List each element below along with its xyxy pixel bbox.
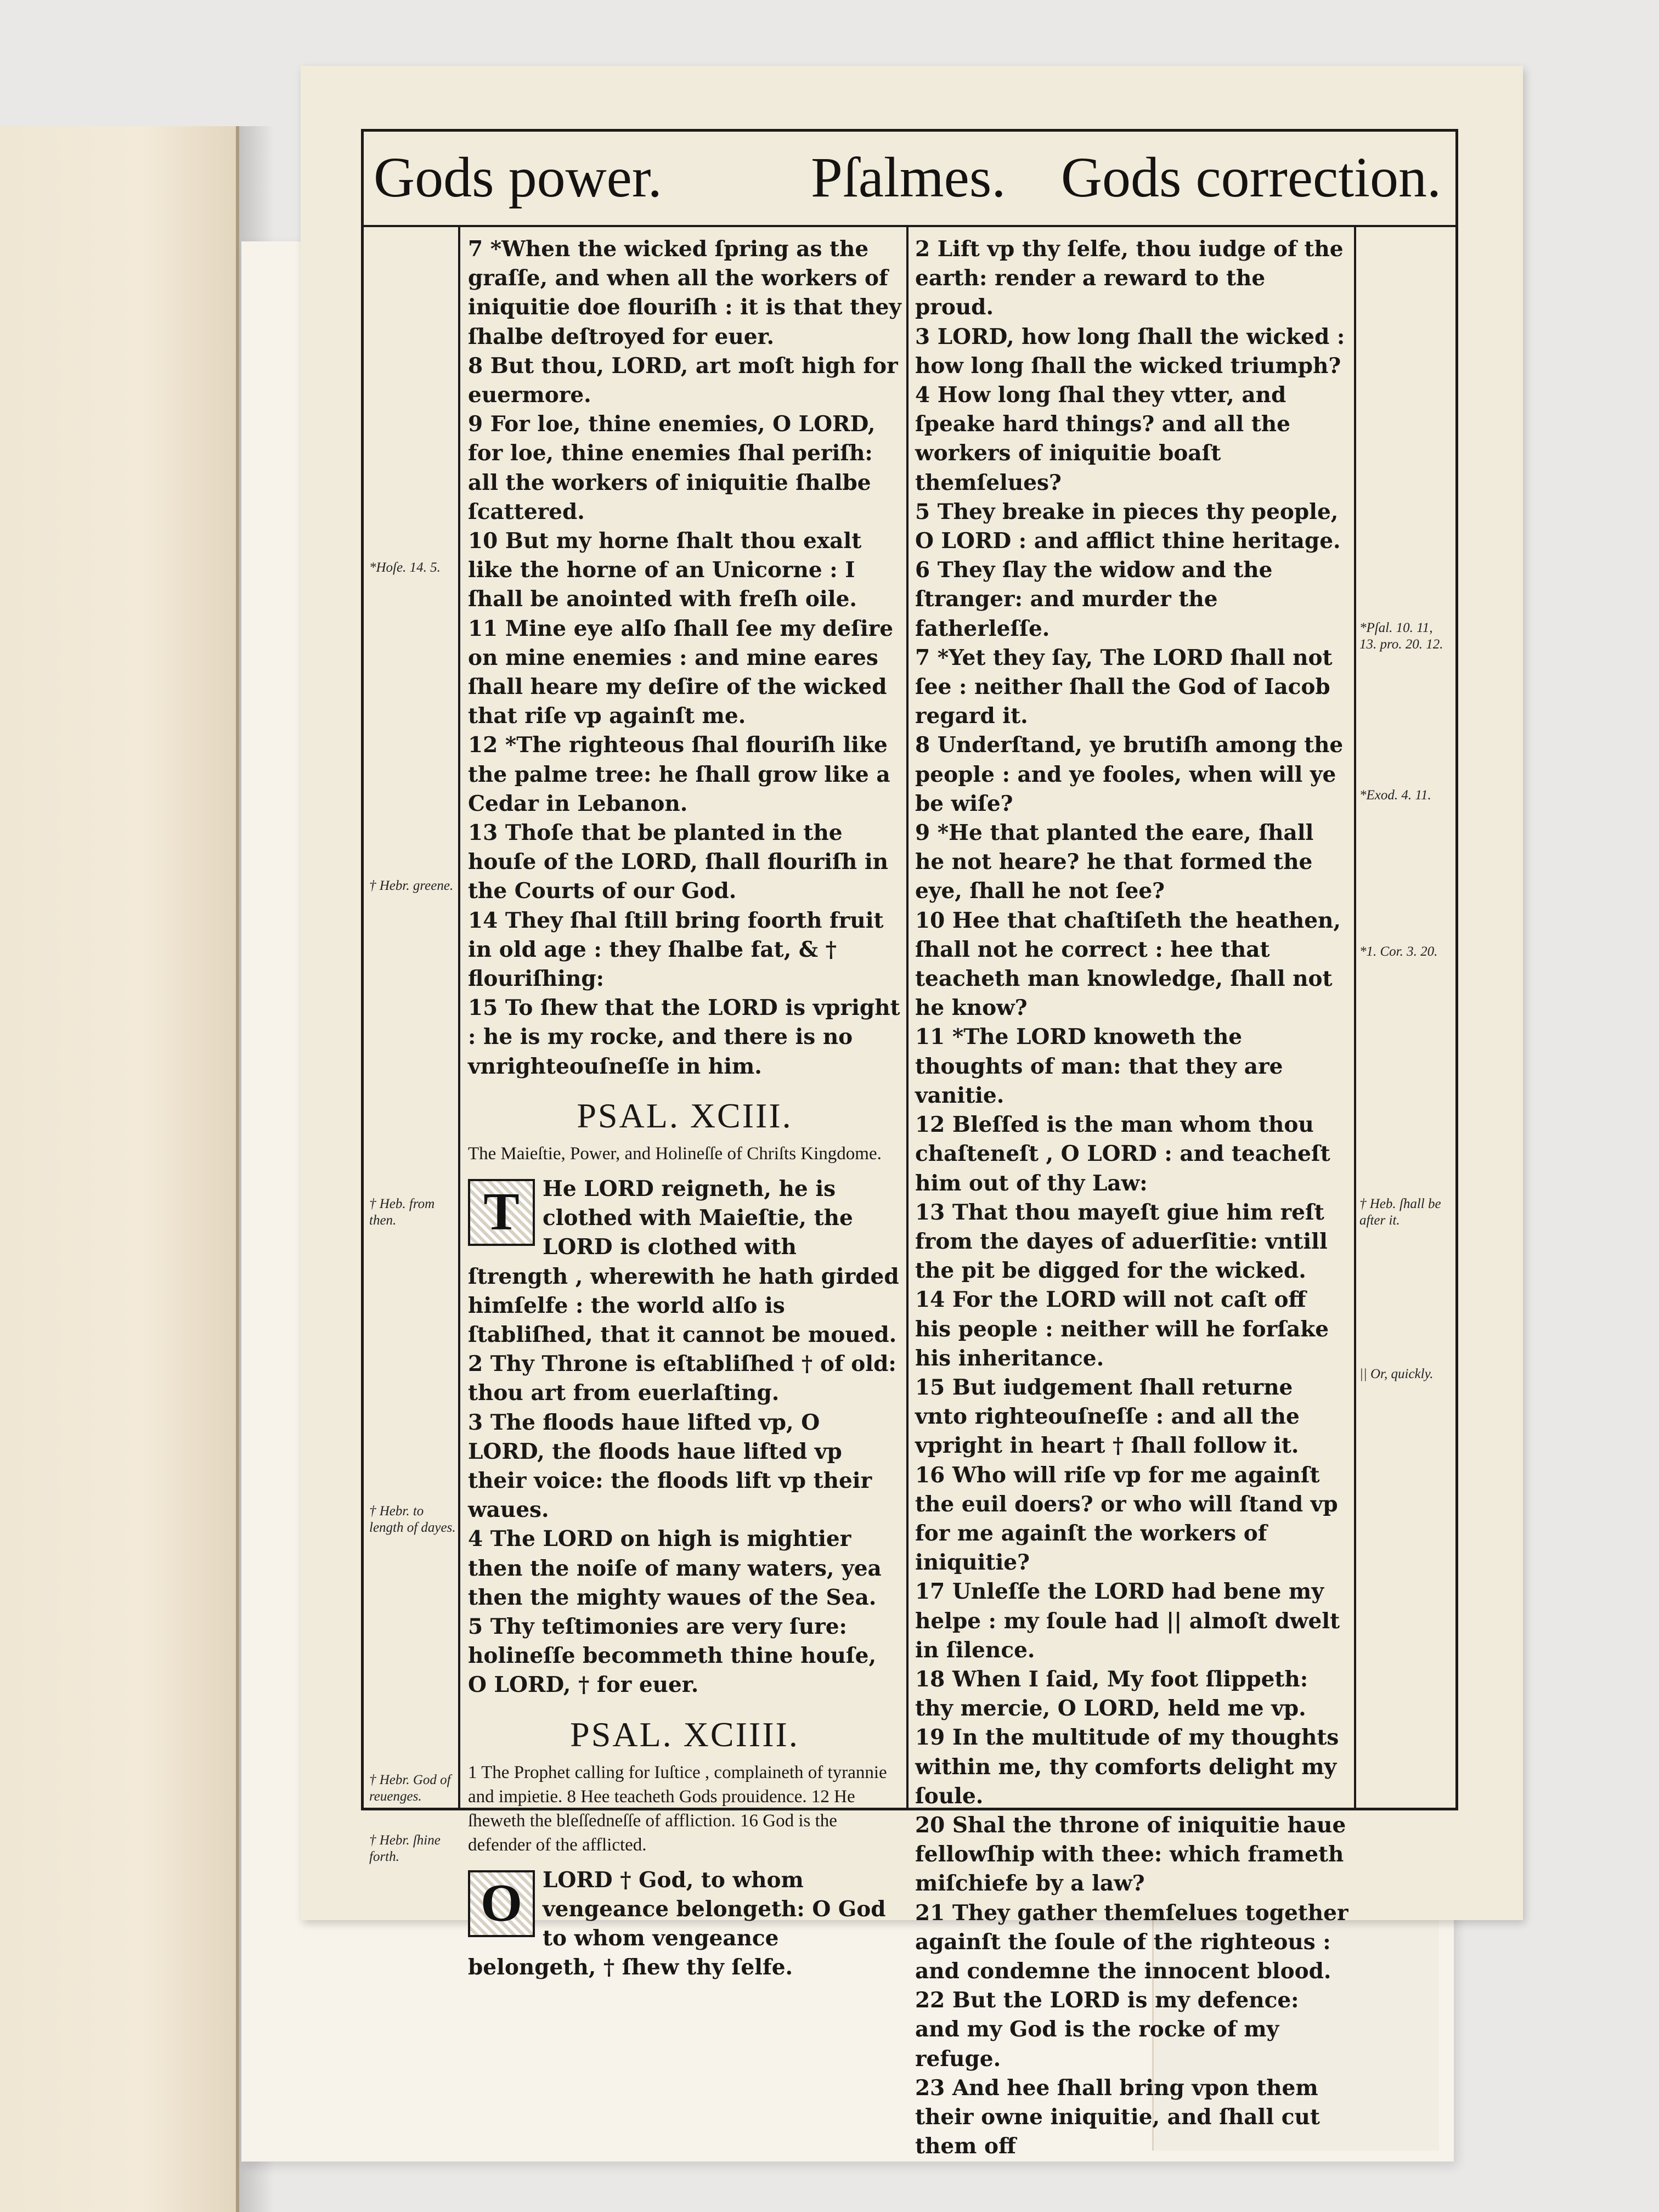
- margin-note: † Heb. from then.: [369, 1197, 435, 1228]
- verse: 5 They breake in pieces thy people, O LORD : and afflict thine heritage.: [915, 499, 1341, 554]
- verse: 22 But the LORD is my defence: and my God is the rocke of my refuge.: [915, 1988, 1299, 2072]
- verse: 19 In the multitude of my thoughts within me, thy comforts delight my ſoule.: [915, 1725, 1339, 1809]
- psalm-opening: [468, 1866, 901, 1983]
- ornamental-initial: O: [468, 1870, 535, 1937]
- bible-leaf: [301, 66, 1523, 2159]
- margin-note: † Hebr. ſhine forth.: [369, 1833, 441, 1864]
- verse: 18 When I ſaid, My foot ſlippeth: thy mercie, O LORD, held me vp.: [915, 1666, 1308, 1722]
- psalm-argument: 1 The Prophet calling for Iuſtice , complaineth of tyrannie and impietie. 8 Hee teacheth Gods prouidence. 12 He ſheweth the bleſſedneſſe of affliction. 16 God is the defender of the afflicted.: [468, 1762, 887, 1855]
- verse: 3 LORD, how long ſhall the wicked : how long ſhall the wicked triumph?: [915, 324, 1345, 379]
- verse: 2 Lift vp thy ſelfe, thou iudge of the earth: render a reward to the proud.: [915, 236, 1344, 320]
- verse: 12 *The righteous ſhal flouriſh like the palme tree: he ſhall grow like a Cedar in Lebanon.: [468, 732, 890, 816]
- opening-text: LORD † God, to whom vengeance belongeth: O God to whom vengeance belongeth, † ſhew thy ſelfe.: [468, 1867, 886, 1980]
- psalm-opening: [468, 1175, 901, 1350]
- printed-frame: [361, 129, 1458, 2159]
- running-header: [364, 132, 1455, 227]
- verse: 8 Underſtand, ye brutiſh among the people : and ye fooles, when will ye be wiſe?: [915, 732, 1344, 816]
- verse: 9 *He that planted the eare, ſhall he not heare? he that formed the eye, ſhall he not ſee?: [915, 820, 1314, 904]
- text-column-right: [915, 235, 1348, 2161]
- text-column-left: [468, 235, 901, 1982]
- verse: 14 For the LORD will not caſt off his people : neither will he forſake his inheritance.: [915, 1287, 1329, 1371]
- verse: 6 They ſlay the widow and the ſtranger: and murder the fatherleſſe.: [915, 557, 1273, 641]
- verse: 17 Unleſſe the LORD had bene my helpe : my ſoule had || almoſt dwelt in ſilence.: [915, 1579, 1340, 1663]
- header-left: Gods power.: [374, 146, 662, 209]
- margin-rule-right: [1354, 225, 1356, 1808]
- margin-note: † Hebr. God of reuenges.: [369, 1773, 451, 1804]
- verse: 11 *The LORD knoweth the thoughts of man: that they are vanitie.: [915, 1024, 1283, 1108]
- margin-note: *Exod. 4. 11.: [1359, 788, 1431, 803]
- verse: 14 They ſhal ſtill bring foorth fruit in old age : they ſhalbe fat, & † flouriſhing:: [468, 907, 884, 992]
- psalm-heading: PSAL. XCIII.: [577, 1096, 793, 1135]
- verse: 15 But iudgement ſhall returne vnto righteouſneſſe : and all the vpright in heart † ſhall follow it.: [915, 1374, 1300, 1459]
- margin-note: *Hoſe. 14. 5.: [369, 560, 441, 575]
- verse: 13 That thou mayeſt giue him reſt from the dayes of aduerſitie: vntill the pit be digged for the wicked.: [915, 1199, 1328, 1284]
- verse: 10 But my horne ſhalt thou exalt like the horne of an Unicorne : I ſhall be anointed with freſh oile.: [468, 528, 862, 612]
- opening-text: He LORD reigneth, he is clothed with Maieſtie, the LORD is clothed with ſtrength , wherewith he hath girded himſelfe : the world alſo is ſtabliſhed, that it cannot be moued.: [468, 1176, 899, 1347]
- margin-note: || Or, quickly.: [1359, 1367, 1434, 1381]
- verse: 10 Hee that chaſtiſeth the heathen, ſhall not he correct : hee that teacheth man knowledge, ſhall not he know?: [915, 907, 1341, 1021]
- header-right: Gods correction.: [1060, 146, 1441, 209]
- margin-rule-left: [458, 225, 460, 1808]
- verse: 23 And hee ſhall bring vpon them their owne iniquitie, and ſhall cut them off: [915, 2075, 1320, 2159]
- verse: 4 How long ſhal they vtter, and ſpeake hard things? and all the workers of iniquitie boaſt themſelues?: [915, 382, 1290, 495]
- verse: 7 *Yet they ſay, The LORD ſhall not ſee : neither ſhall the God of Iacob regard it.: [915, 645, 1333, 729]
- verse: 9 For loe, thine enemies, O LORD, for loe, thine enemies ſhal periſh: all the workers of iniquitie ſhalbe ſcattered.: [468, 411, 876, 524]
- verse: 21 They gather themſelues together againſt the ſoule of the righteous : and condemne the innocent blood.: [915, 1900, 1348, 1984]
- ornamental-initial: T: [468, 1179, 535, 1246]
- verse: 20 Shal the throne of iniquitie haue fellowſhip with thee: which frameth miſchiefe by a law?: [915, 1812, 1346, 1897]
- margin-note: † Heb. ſhall be after it.: [1359, 1197, 1441, 1228]
- margin-note: *Pſal. 10. 11, 13. pro. 20. 12.: [1359, 620, 1443, 652]
- verse: 15 To ſhew that the LORD is vpright : he is my rocke, and there is no vnrighteouſneſſe in him.: [468, 995, 900, 1079]
- verse: 2 Thy Throne is eſtabliſhed † of old: thou art from euerlaſting.: [468, 1351, 896, 1406]
- margin-note: † Hebr. to length of dayes.: [369, 1504, 456, 1535]
- psalm-argument: The Maieſtie, Power, and Holineſſe of Chriſts Kingdome.: [468, 1143, 882, 1164]
- header-center: Pſalmes.: [811, 146, 1006, 209]
- verse: 11 Mine eye alſo ſhall ſee my deſire on mine enemies : and mine eares ſhall heare my deſire of the wicked that riſe vp againſt me.: [468, 616, 894, 729]
- psalm-heading: PSAL. XCIIII.: [570, 1714, 799, 1754]
- verse: 8 But thou, LORD, art moſt high for euermore.: [468, 353, 898, 408]
- verse: 5 Thy teſtimonies are very ſure: holineſſe becommeth thine houſe, O LORD, † for euer.: [468, 1613, 877, 1698]
- margin-note: † Hebr. greene.: [369, 878, 454, 893]
- margin-note: *1. Cor. 3. 20.: [1359, 944, 1438, 959]
- verse: 13 Thoſe that be planted in the houſe of the LORD, ſhall flouriſh in the Courts of our God.: [468, 820, 888, 904]
- binder-cover: [0, 126, 239, 2212]
- verse: 12 Bleſſed is the man whom thou chaſteneſt , O LORD : and teacheſt him out of thy Law:: [915, 1112, 1330, 1196]
- verse: 4 The LORD on high is mightier then the noiſe of many waters, yea then the mighty waues of the Sea.: [468, 1526, 882, 1610]
- verse: 7 *When the wicked ſpring as the graſſe, and when all the workers of iniquitie doe flouriſh : it is that they ſhalbe deſtroyed for euer.: [468, 236, 901, 349]
- column-rule: [906, 225, 909, 1808]
- verse: 3 The floods haue lifted vp, O LORD, the floods haue lifted vp their voice: the floods lift vp their waues.: [468, 1409, 872, 1523]
- verse: 16 Who will riſe vp for me againſt the euil doers? or who will ſtand vp for me againſt the workers of iniquitie?: [915, 1462, 1338, 1576]
